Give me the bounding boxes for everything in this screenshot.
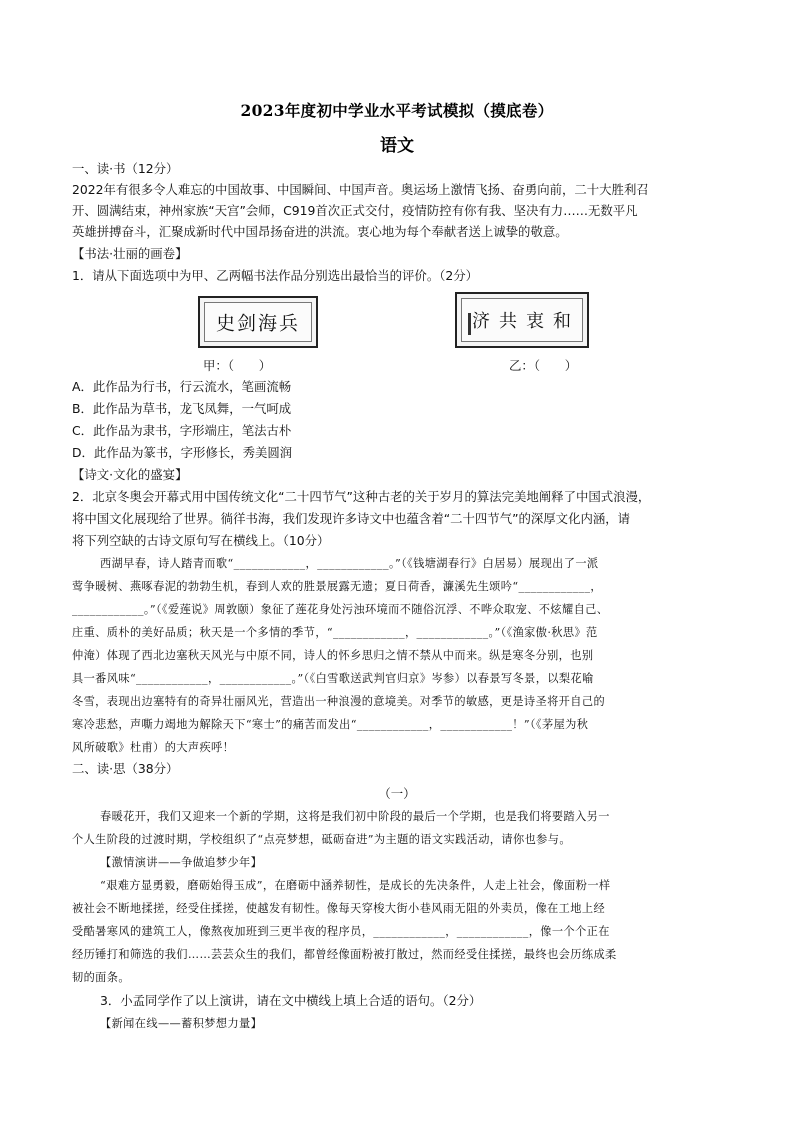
speech-line-1: “艰难方显勇毅，磨砺始得玉成”，在磨砺中涵养韧性，是成长的先决条件，人走上社会，像面粉一样	[100, 879, 611, 892]
question-2-line-2: 将中国文化展现给了世界。徜徉书海，我们发现许多诗文中也蕴含着“二十四节气”的深厚文化内涵，请	[72, 511, 631, 526]
calligraphy-artwork-yi	[455, 292, 589, 348]
section-heading-read-think: 二、读·思（38分）	[72, 761, 179, 776]
passage-line-8: 寒冷悲愁，声嘶力竭地为解除天下“寒士”的痛苦而发出“____________，____________！”（《茅屋为秋	[72, 718, 589, 731]
calligraphy-jia-glyphs: 史剑海兵	[215, 312, 300, 335]
exam-title: 2023年度初中学业水平考试模拟（摸底卷）	[240, 101, 554, 120]
option-c: C．此作品为隶书，字形端庄，笔法古朴	[72, 423, 292, 438]
speech-line-2: 被社会不断地揉搓，经受住揉搓，使越发有韧性。像每天穿梭大街小巷风雨无阻的外卖员，像在工地上经	[72, 902, 606, 915]
option-a: A．此作品为行书，行云流水，笔画流畅	[72, 379, 292, 394]
question-2-line-1: 2．北京冬奥会开幕式用中国传统文化“二十四节气”这种古老的关于岁月的算法完美地阐释了中国式浪漫，	[72, 489, 651, 504]
part-label-one: （一）	[378, 786, 416, 801]
passage-line-6: 具一番风味“____________，____________。”（《白雪歌送武判官归京》岑参）以春景写冬景，以梨花喻	[72, 672, 594, 685]
section-heading-read-book: 一、读·书（12分）	[72, 161, 179, 176]
intro-line-3: 英雄拼搏奋斗，汇聚成新时代中国昂扬奋进的洪流。衷心地为每个奉献者送上诚挚的敬意。	[72, 224, 568, 239]
intro-line-1: 2022年有很多令人难忘的中国故事、中国瞬间、中国声音。奥运场上激情飞扬、奋勇向前，二十大胜利召	[72, 182, 649, 197]
speech-line-4: 经历锤打和筛选的我们……芸芸众生的我们，都曾经像面粉被打散过，然而经受住揉搓，最终也会历练成柔	[72, 948, 617, 961]
subsection-calligraphy: 【书法·壮丽的画卷】	[72, 246, 188, 261]
question-1: 1．请从下面选项中为甲、乙两幅书法作品分别选出最恰当的评价。（2分）	[72, 268, 479, 283]
question-2-line-3: 将下列空缺的古诗文原句写在横线上。（10分）	[72, 533, 330, 548]
section2-intro-line-1: 春暖花开，我们又迎来一个新的学期，这将是我们初中阶段的最后一个学期，也是我们将要踏入另一	[100, 810, 610, 823]
passage-line-5: 仲淹）体现了西北边塞秋天风光与中原不同，诗人的怀乡思归之情不禁从中而来。纵是寒冬分别，也别	[72, 649, 594, 662]
subsection-speech: 【激情演讲——争做追梦少年】	[100, 856, 263, 869]
section2-intro-line-2: 个人生阶段的过渡时期，学校组织了“点亮梦想，砥砺奋进”为主题的语文实践活动，请你也参与。	[72, 833, 571, 846]
passage-line-1: 西湖早春，诗人踏青而歌“____________，____________。”（《钱塘湖春行》白居易）展现出了一派	[100, 557, 599, 570]
answer-blank-yi: 乙：（ ）	[509, 358, 578, 373]
subsection-news: 【新闻在线——蓄积梦想力量】	[100, 1017, 263, 1030]
passage-line-2: 莺争暖树、燕啄春泥的勃勃生机，春到人欢的胜景展露无遗；夏日荷香，濂溪先生颂吟“____________，	[72, 580, 602, 593]
option-b: B．此作品为草书，龙飞凤舞，一气呵成	[72, 401, 292, 416]
subsection-poetry: 【诗文·文化的盛宴】	[72, 467, 188, 482]
option-d: D．此作品为篆书，字形修长，秀美圆润	[72, 445, 293, 460]
passage-line-9: 风所破歌》杜甫）的大声疾呼！	[72, 741, 235, 754]
subject-title: 语文	[380, 136, 414, 156]
speech-line-5: 韧的面条。	[72, 971, 130, 984]
speech-line-3: 受酷暑寒风的建筑工人，像熬夜加班到三更半夜的程序员，____________，____________，像一个个正在	[72, 925, 610, 938]
question-3: 3．小孟同学作了以上演讲，请在文中横线上填上合适的语句。（2分）	[100, 993, 482, 1008]
intro-line-2: 开、圆满结束，神州家族“天宫”会师，C919首次正式交付，疫情防控有你有我、坚决有力……无数平凡	[72, 203, 638, 218]
passage-line-3: ____________。”（《爱莲说》周敦颐）象征了莲花身处污浊环境而不随俗沉浮、不哗众取宠、不炫耀自己、	[72, 603, 609, 616]
calligraphy-artwork-jia	[198, 296, 318, 348]
calligraphy-yi-glyphs: 济共衷和	[472, 311, 580, 332]
passage-line-7: 冬雪，表现出边塞特有的奇异壮丽风光，营造出一种浪漫的意境美。对季节的敏感，更是诗圣将开自己的	[72, 695, 606, 708]
answer-blank-jia: 甲：（ ）	[203, 358, 272, 373]
passage-line-4: 庄重、质朴的美好品质；秋天是一个多情的季节，“____________，____________。”（《渔家傲·秋思》范	[72, 626, 598, 639]
